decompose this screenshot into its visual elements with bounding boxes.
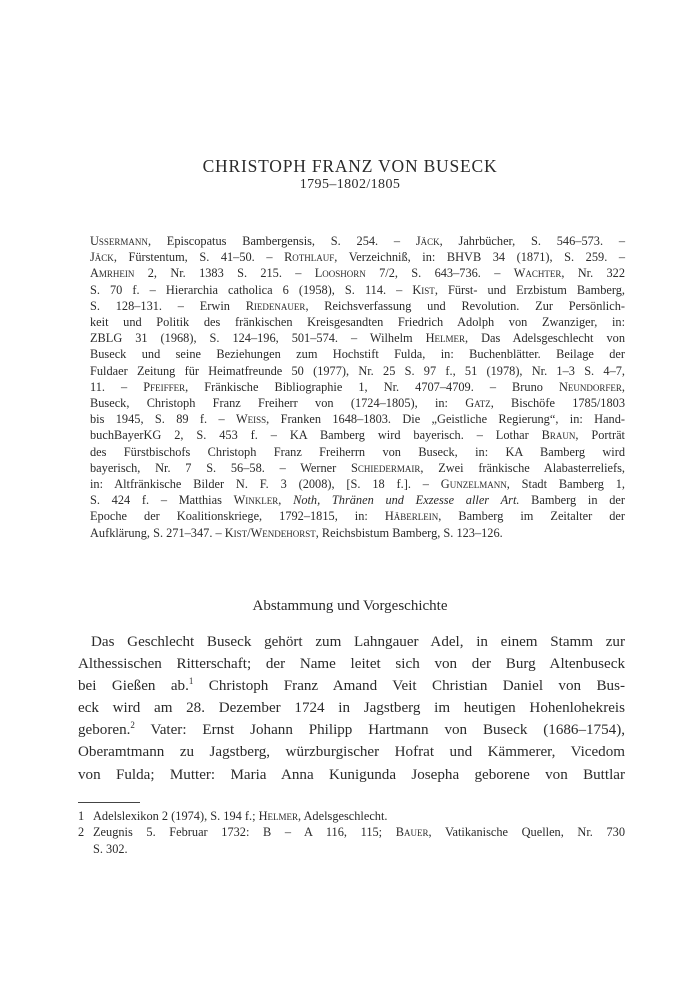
body-line: von Fulda; Mutter: Maria Anna Kunigunda Josepha geborene von Buttlar xyxy=(78,766,625,783)
footnote-number: 1 xyxy=(78,809,85,823)
bibliography-line: Aufklärung, S. 271–347. – Kist/Wendehorst, Reichsbistum Bamberg, S. 123–126. xyxy=(90,525,503,540)
bibliography-line: des Fürstbischofs Christoph Franz Freiherrn von Buseck, in: KA Bamberg wird xyxy=(90,444,625,459)
footnote-1 xyxy=(78,808,625,824)
bibliography-line: in: Altfränkische Bilder N. F. 3 (2008), [S. 18 f.]. – Gunzelmann, Stadt Bamberg 1, xyxy=(90,477,625,492)
chapter-years: 1795–1802/1805 xyxy=(299,177,401,192)
bibliography-line: 11. – Pfeiffer, Fränkische Bibliographie 1, Nr. 4707–4709. – Bruno Neundorfer, xyxy=(90,379,625,394)
body-text-run: geboren. xyxy=(78,722,131,739)
footnote-rule xyxy=(78,802,140,803)
body-text-run: Vater: Ernst Johann Philipp Hartmann von Buseck (1686–1754), xyxy=(134,722,625,739)
bibliography-line: buchBayerKG 2, S. 453 f. – KA Bamberg wird bayerisch. – Lothar Braun, Porträt xyxy=(90,428,625,443)
body-line: Oberamtmann zu Jagstberg, würzburgischer Hofrat und Kämmerer, Vicedom xyxy=(78,744,625,761)
bibliography-line: S. 424 f. – Matthias Winkler, Noth, Thränen und Exzesse aller Art. Bamberg in der xyxy=(90,493,626,508)
footnote-ref-1[interactable]: 1 xyxy=(188,676,194,687)
bibliography-line: Ussermann, Episcopatus Bambergensis, S. 254. – Jäck, Jahrbücher, S. 546–573. – xyxy=(90,234,625,248)
bibliography-line: S. 70 f. – Hierarchia catholica 6 (1958), S. 114. – Kist, Fürst- und Erzbistum Bamberg, xyxy=(90,282,625,297)
section-heading: Abstammung und Vorgeschichte xyxy=(252,598,448,614)
bibliography-line: S. 128–131. – Erwin Riedenauer, Reichsverfassung und Revolution. Zur Persönlich- xyxy=(90,298,626,313)
body-text-run: Christoph Franz Amand Veit Christian Daniel von Bus- xyxy=(193,678,626,695)
bibliography-line: Epoche der Koalitionskriege, 1792–1815, in: Häberlein, Bamberg im Zeitalter der xyxy=(90,509,625,524)
footnote-line: S. 302. xyxy=(93,841,128,856)
bibliography-line: bayerisch, Nr. 7 S. 56–58. – Werner Schiedermair, Zwei fränkische Alabasterreliefs, xyxy=(90,460,625,475)
footnote-number: 2 xyxy=(78,825,85,840)
bibliography-line: Jäck, Fürstentum, S. 41–50. – Rothlauf, Verzeichniß, in: BHVB 34 (1871), S. 259. – xyxy=(90,250,625,265)
footnote-ref-2[interactable]: 2 xyxy=(130,720,135,731)
body-line xyxy=(78,675,625,697)
body-text xyxy=(78,631,625,786)
bibliography-line: bis 1945, S. 89 f. – Weiss, Franken 1648–1803. Die „Geistliche Regierung“, in: Hand- xyxy=(90,412,626,427)
chapter-title: CHRISTOPH FRANZ VON BUSECK xyxy=(202,156,498,176)
body-line: Das Geschlecht Buseck gehört zum Lahngauer Adel, in einem Stamm zur xyxy=(91,634,625,650)
bibliography-line: Amrhein 2, Nr. 1383 S. 215. – Looshorn 7/2, S. 643–736. – Wachter, Nr. 322 xyxy=(90,266,626,281)
footnote-line: Adelslexikon 2 (1974), S. 194 f.; Helmer, Adelsgeschlecht. xyxy=(93,809,388,823)
bibliography-block xyxy=(90,233,625,541)
body-line: eck wird am 28. Dezember 1724 in Jagstberg im heutigen Hohenlohekreis xyxy=(78,700,625,717)
bibliography-line: Buseck, Christoph Franz Freiherr von (1724–1805), in: Gatz, Bischöfe 1785/1803 xyxy=(90,396,625,411)
bibliography-line: ZBLG 31 (1968), S. 124–196, 501–574. – Wilhelm Helmer, Das Adelsgeschlecht von xyxy=(90,331,625,346)
bibliography-line: keit und Politik des fränkischen Kreisgesandten Friedrich Adolph von Zwanziger, in: xyxy=(90,315,625,330)
bibliography-line: Buseck und seine Beziehungen zum Hochstift Fulda, in: Buchenblätter. Beilage der xyxy=(90,347,625,362)
body-line: Althessischen Ritterschaft; der Name leitet sich von der Burg Altenbuseck xyxy=(78,656,625,673)
footnote-2 xyxy=(78,824,625,857)
footnotes xyxy=(78,808,625,857)
body-text-run: bei Gießen ab. xyxy=(78,678,189,695)
footnote-line: Zeugnis 5. Februar 1732: B – A 116, 115; Bauer, Vatikanische Quellen, Nr. 730 xyxy=(93,825,625,840)
bibliography-line: Fuldaer Zeitung für Heimatfreunde 50 (1977), Nr. 25 S. 97 f., 51 (1978), Nr. 1–3 S. 4–7, xyxy=(90,363,625,378)
body-line xyxy=(78,719,625,741)
